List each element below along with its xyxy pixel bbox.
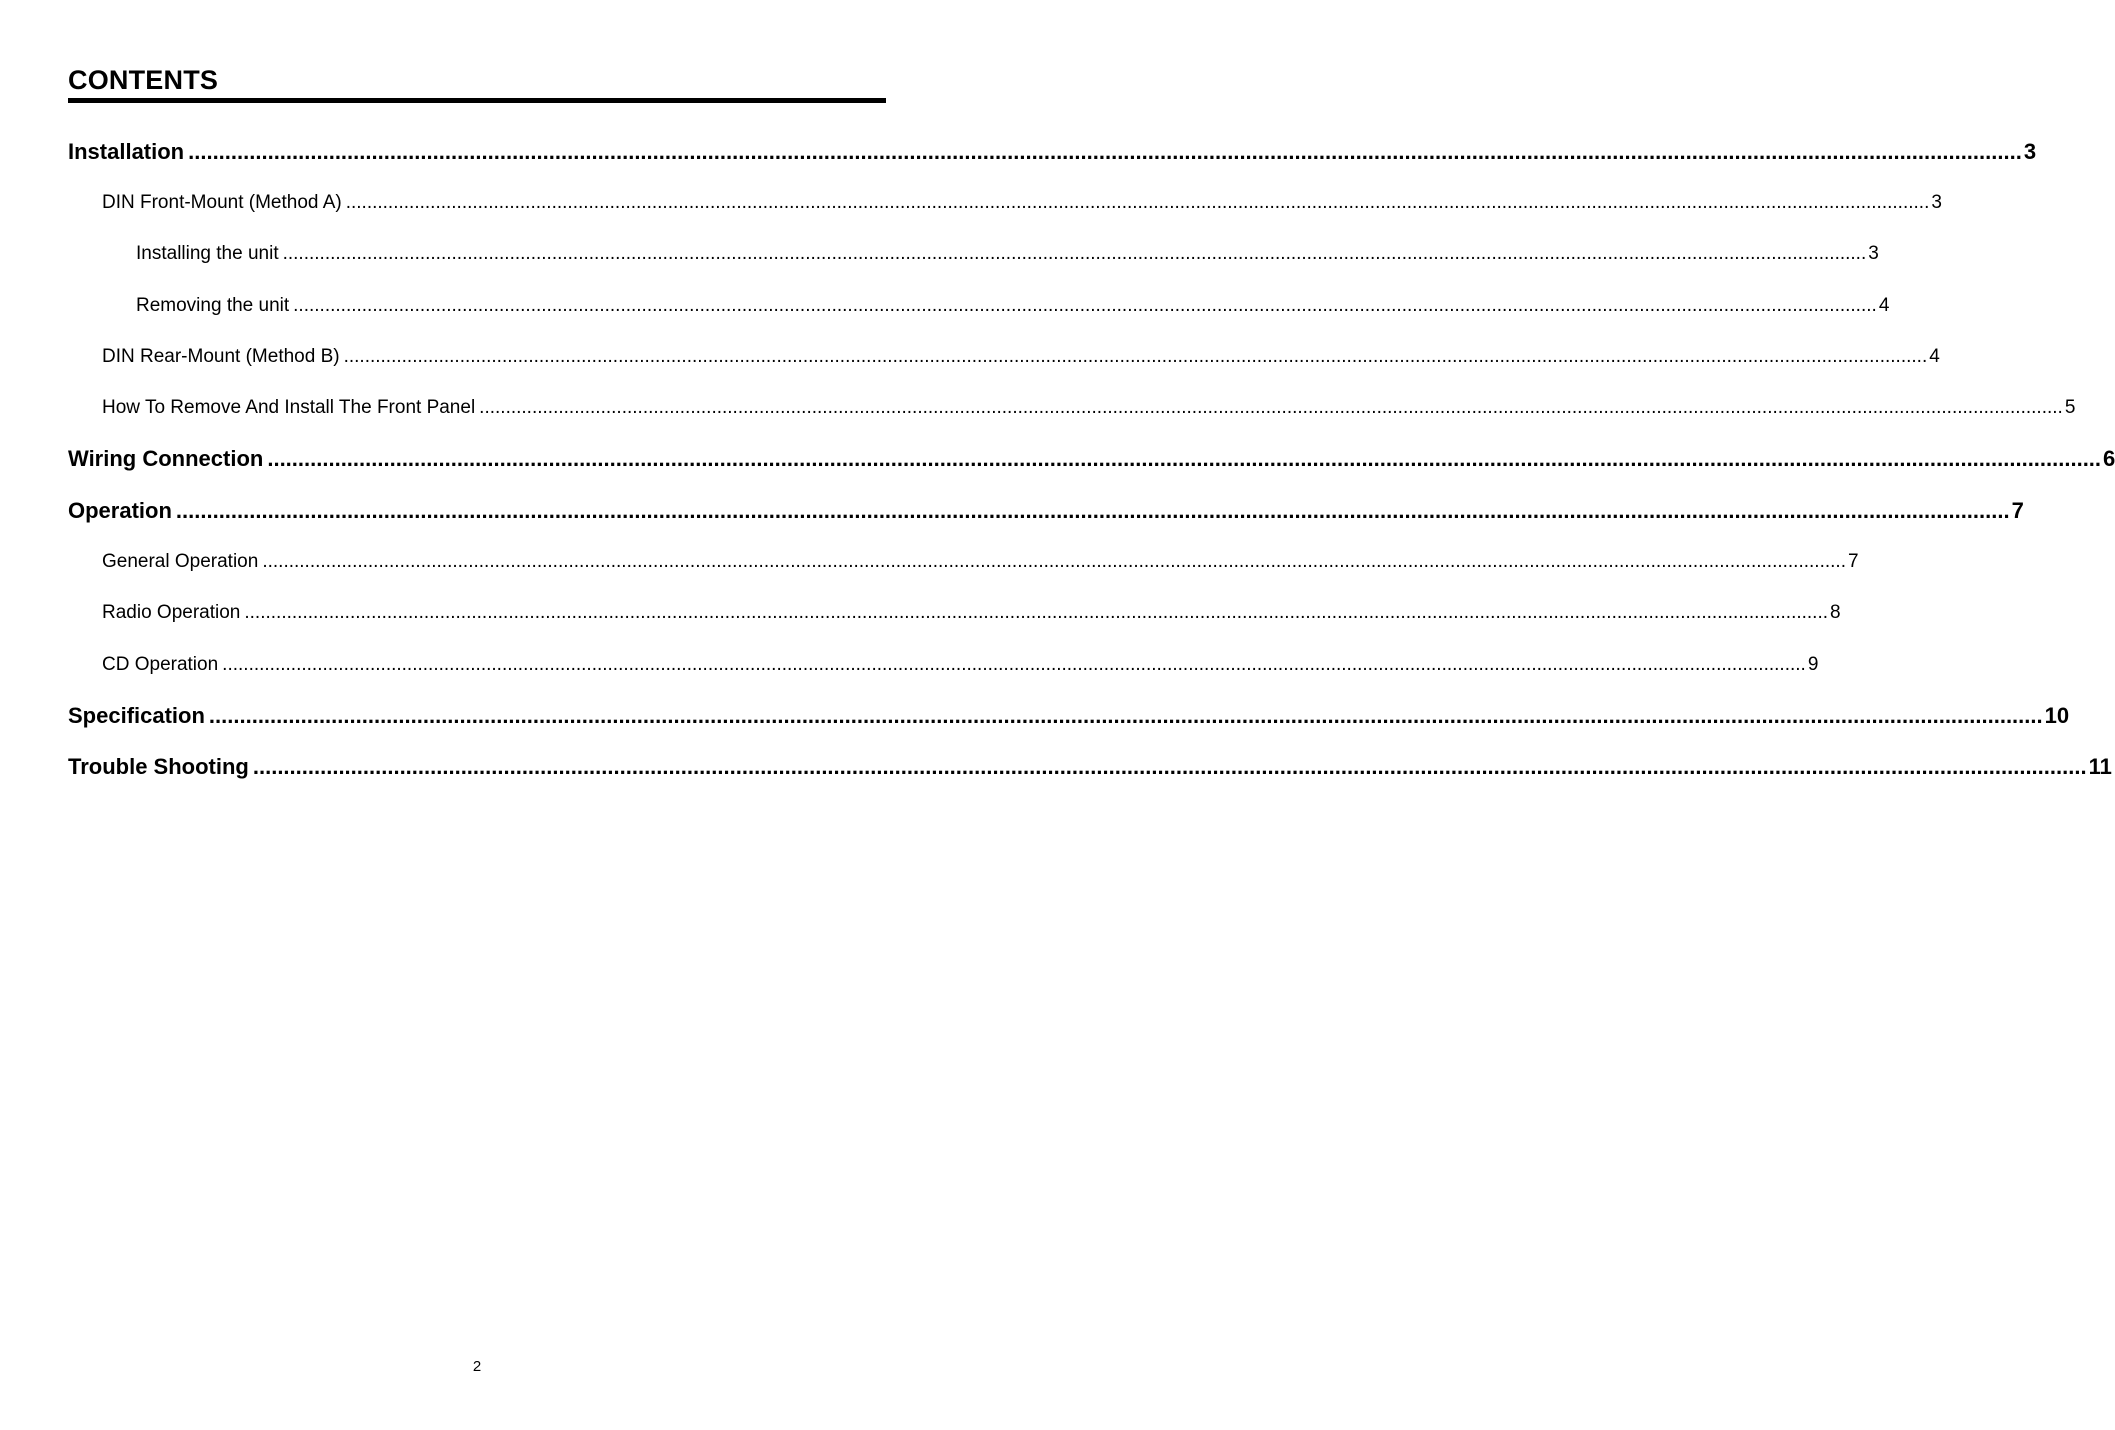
page-title: CONTENTS	[68, 65, 219, 95]
toc-entry-installation[interactable]	[68, 126, 2037, 177]
dot-leader: ............................................................................................................................................................................................................................................................................................................	[345, 191, 1930, 213]
toc-entry-din-rear-mount[interactable]	[68, 331, 1940, 382]
title-rule	[68, 98, 886, 103]
toc-entry-page: 10	[2044, 702, 2070, 728]
toc-entry-page: 7	[1847, 551, 1859, 573]
toc-entry-label: DIN Front-Mount (Method A)	[102, 192, 346, 214]
dot-leader: ............................................................................................................................................................................................................................................................................................................	[293, 294, 1877, 316]
toc-entry-page: 11	[2088, 754, 2112, 780]
toc-entry-installing-the-unit[interactable]	[68, 229, 1879, 280]
toc-entry-label: Wiring Connection	[68, 446, 267, 472]
dot-leader: ............................................................................................................................................................................................................................................................................................................	[222, 653, 1806, 675]
toc-entry-label: Removing the unit	[136, 295, 293, 317]
toc-entry-din-front-mount[interactable]	[68, 177, 1942, 228]
page-number: 2	[472, 1358, 482, 1375]
dot-leader: ............................................................................................................................................................................................................................................................................................................	[267, 446, 2102, 472]
dot-leader: ............................................................................................................................................................................................................................................................................................................	[208, 702, 2043, 728]
toc-entry-page: 4	[1929, 345, 1940, 367]
toc-entry-trouble-shooting[interactable]	[68, 742, 2112, 793]
table-of-contents	[68, 126, 2115, 793]
toc-entry-label: Trouble Shooting	[68, 754, 253, 780]
toc-entry-page: 5	[2064, 397, 2076, 419]
toc-entry-label: How To Remove And Install The Front Panel	[102, 397, 479, 419]
dot-leader: ............................................................................................................................................................................................................................................................................................................	[282, 243, 1867, 265]
toc-entry-page: 4	[1878, 294, 1890, 316]
toc-entry-label: Specification	[68, 703, 209, 729]
toc-entry-label: Installing the unit	[136, 243, 283, 265]
toc-entry-page: 6	[2103, 446, 2115, 472]
toc-entry-radio-operation[interactable]	[68, 588, 1841, 639]
dot-leader: ............................................................................................................................................................................................................................................................................................................	[343, 345, 1928, 367]
toc-entry-page: 3	[2023, 138, 2037, 164]
toc-entry-label: Operation	[68, 498, 176, 524]
toc-entry-wiring-connection[interactable]	[68, 434, 2115, 485]
dot-leader: ............................................................................................................................................................................................................................................................................................................	[188, 138, 2022, 164]
toc-entry-cd-operation[interactable]	[68, 639, 1819, 690]
toc-entry-page: 9	[1807, 653, 1819, 675]
toc-entry-removing-the-unit[interactable]	[68, 280, 1890, 331]
dot-leader: ............................................................................................................................................................................................................................................................................................................	[252, 754, 2087, 780]
toc-entry-page: 3	[1931, 191, 1942, 213]
dot-leader: ............................................................................................................................................................................................................................................................................................................	[244, 602, 1829, 624]
toc-entry-page: 8	[1830, 602, 1841, 624]
toc-entry-label: Radio Operation	[102, 602, 244, 624]
toc-entry-label: General Operation	[102, 551, 262, 573]
dot-leader: ............................................................................................................................................................................................................................................................................................................	[175, 497, 2010, 523]
toc-entry-label: Installation	[68, 139, 188, 165]
toc-entry-general-operation[interactable]	[68, 536, 1859, 587]
toc-entry-specification[interactable]	[68, 690, 2070, 741]
toc-entry-page: 7	[2011, 497, 2024, 523]
dot-leader: ............................................................................................................................................................................................................................................................................................................	[479, 397, 2063, 419]
toc-entry-label: CD Operation	[102, 654, 222, 676]
toc-entry-label: DIN Rear-Mount (Method B)	[102, 346, 344, 368]
toc-entry-operation[interactable]	[68, 485, 2024, 536]
dot-leader: ............................................................................................................................................................................................................................................................................................................	[262, 551, 1846, 573]
toc-entry-page: 3	[1868, 243, 1879, 265]
toc-entry-front-panel[interactable]	[68, 382, 2076, 433]
